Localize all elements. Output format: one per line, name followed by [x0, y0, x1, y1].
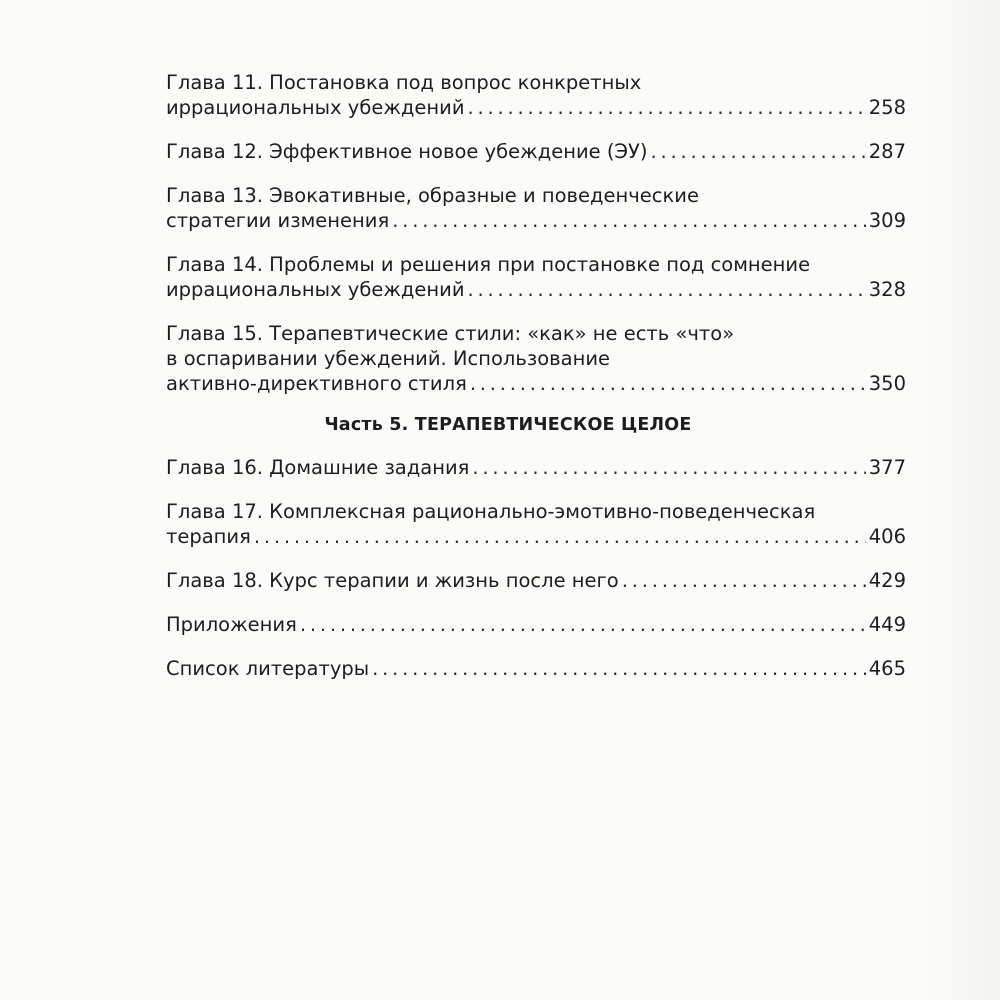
- toc-page-number: 287: [868, 140, 906, 163]
- toc-entry-chapter-11: [166, 70, 906, 120]
- dot-leader: [468, 95, 866, 120]
- toc-entry-chapter-16: [166, 455, 906, 480]
- toc-entry-title-end: терапия: [166, 525, 251, 548]
- toc-page-number: 465: [868, 657, 906, 680]
- toc-entry-title-line: Глава 17. Комплексная рационально-эмотивно-поведенческая: [166, 500, 816, 523]
- toc-entry-title-end: активно-директивного стиля: [166, 372, 467, 395]
- page-shadow: [908, 0, 1000, 1000]
- dot-leader: [392, 208, 866, 233]
- dot-leader: [372, 656, 866, 681]
- toc-entry-last-line: [166, 139, 906, 164]
- toc-entry-last-line: [166, 524, 906, 549]
- toc-entry-chapter-13: [166, 183, 906, 233]
- toc-entry-last-line: [166, 455, 906, 480]
- toc-entry-title-line: Глава 11. Постановка под вопрос конкретных: [166, 71, 642, 94]
- toc-entry-chapter-12: [166, 139, 906, 164]
- toc-entry-references: [166, 656, 906, 681]
- toc-entry-title-line: в оспаривании убеждений. Использование: [166, 347, 611, 370]
- toc-entry-title-end: стратегии изменения: [166, 209, 390, 232]
- toc-page-number: 350: [868, 372, 906, 395]
- toc-entry-last-line: [166, 371, 906, 396]
- toc-entry-chapter-15: [166, 321, 906, 396]
- toc-entry-last-line: [166, 277, 906, 302]
- toc-entry-chapter-14: [166, 252, 906, 302]
- toc-entry-last-line: [166, 612, 906, 637]
- toc-entry-title-end: Список литературы: [166, 657, 370, 680]
- toc-entry-last-line: [166, 568, 906, 593]
- toc-entry-title-line: Глава 14. Проблемы и решения при постановке под сомнение: [166, 253, 811, 276]
- table-of-contents: [166, 70, 906, 700]
- toc-page-number: 377: [868, 456, 906, 479]
- toc-page-number: 328: [868, 278, 906, 301]
- dot-leader: [622, 568, 866, 593]
- dot-leader: [651, 139, 866, 164]
- toc-entry-chapter-18: [166, 568, 906, 593]
- toc-entry-last-line: [166, 95, 906, 120]
- toc-page-number: 309: [868, 209, 906, 232]
- dot-leader: [254, 524, 866, 549]
- dot-leader: [300, 612, 866, 637]
- toc-page-number: 429: [868, 569, 906, 592]
- part-heading: Часть 5. ТЕРАПЕВТИЧЕСКОЕ ЦЕЛОЕ: [324, 415, 692, 435]
- toc-page-number: 258: [868, 96, 906, 119]
- dot-leader: [468, 277, 866, 302]
- toc-entry-appendices: [166, 612, 906, 637]
- toc-entry-title-end: Глава 18. Курс терапии и жизнь после него: [166, 569, 619, 592]
- toc-entry-title-end: Глава 16. Домашние задания: [166, 456, 470, 479]
- toc-entry-title-line: Глава 15. Терапевтические стили: «как» не есть «что»: [166, 322, 735, 345]
- toc-entry-title-end: Глава 12. Эффективное новое убеждение (ЭУ): [166, 140, 648, 163]
- toc-entry-title-line: Глава 13. Эвокативные, образные и поведенческие: [166, 184, 699, 207]
- toc-page-number: 406: [868, 525, 906, 548]
- toc-entry-chapter-17: [166, 499, 906, 549]
- toc-entry-last-line: [166, 656, 906, 681]
- toc-entry-title-end: Приложения: [166, 613, 297, 636]
- dot-leader: [472, 455, 865, 480]
- toc-page-number: 449: [868, 613, 906, 636]
- toc-entry-last-line: [166, 208, 906, 233]
- toc-entry-title-end: иррациональных убеждений: [166, 96, 465, 119]
- toc-entry-title-end: иррациональных убеждений: [166, 278, 465, 301]
- dot-leader: [470, 371, 866, 396]
